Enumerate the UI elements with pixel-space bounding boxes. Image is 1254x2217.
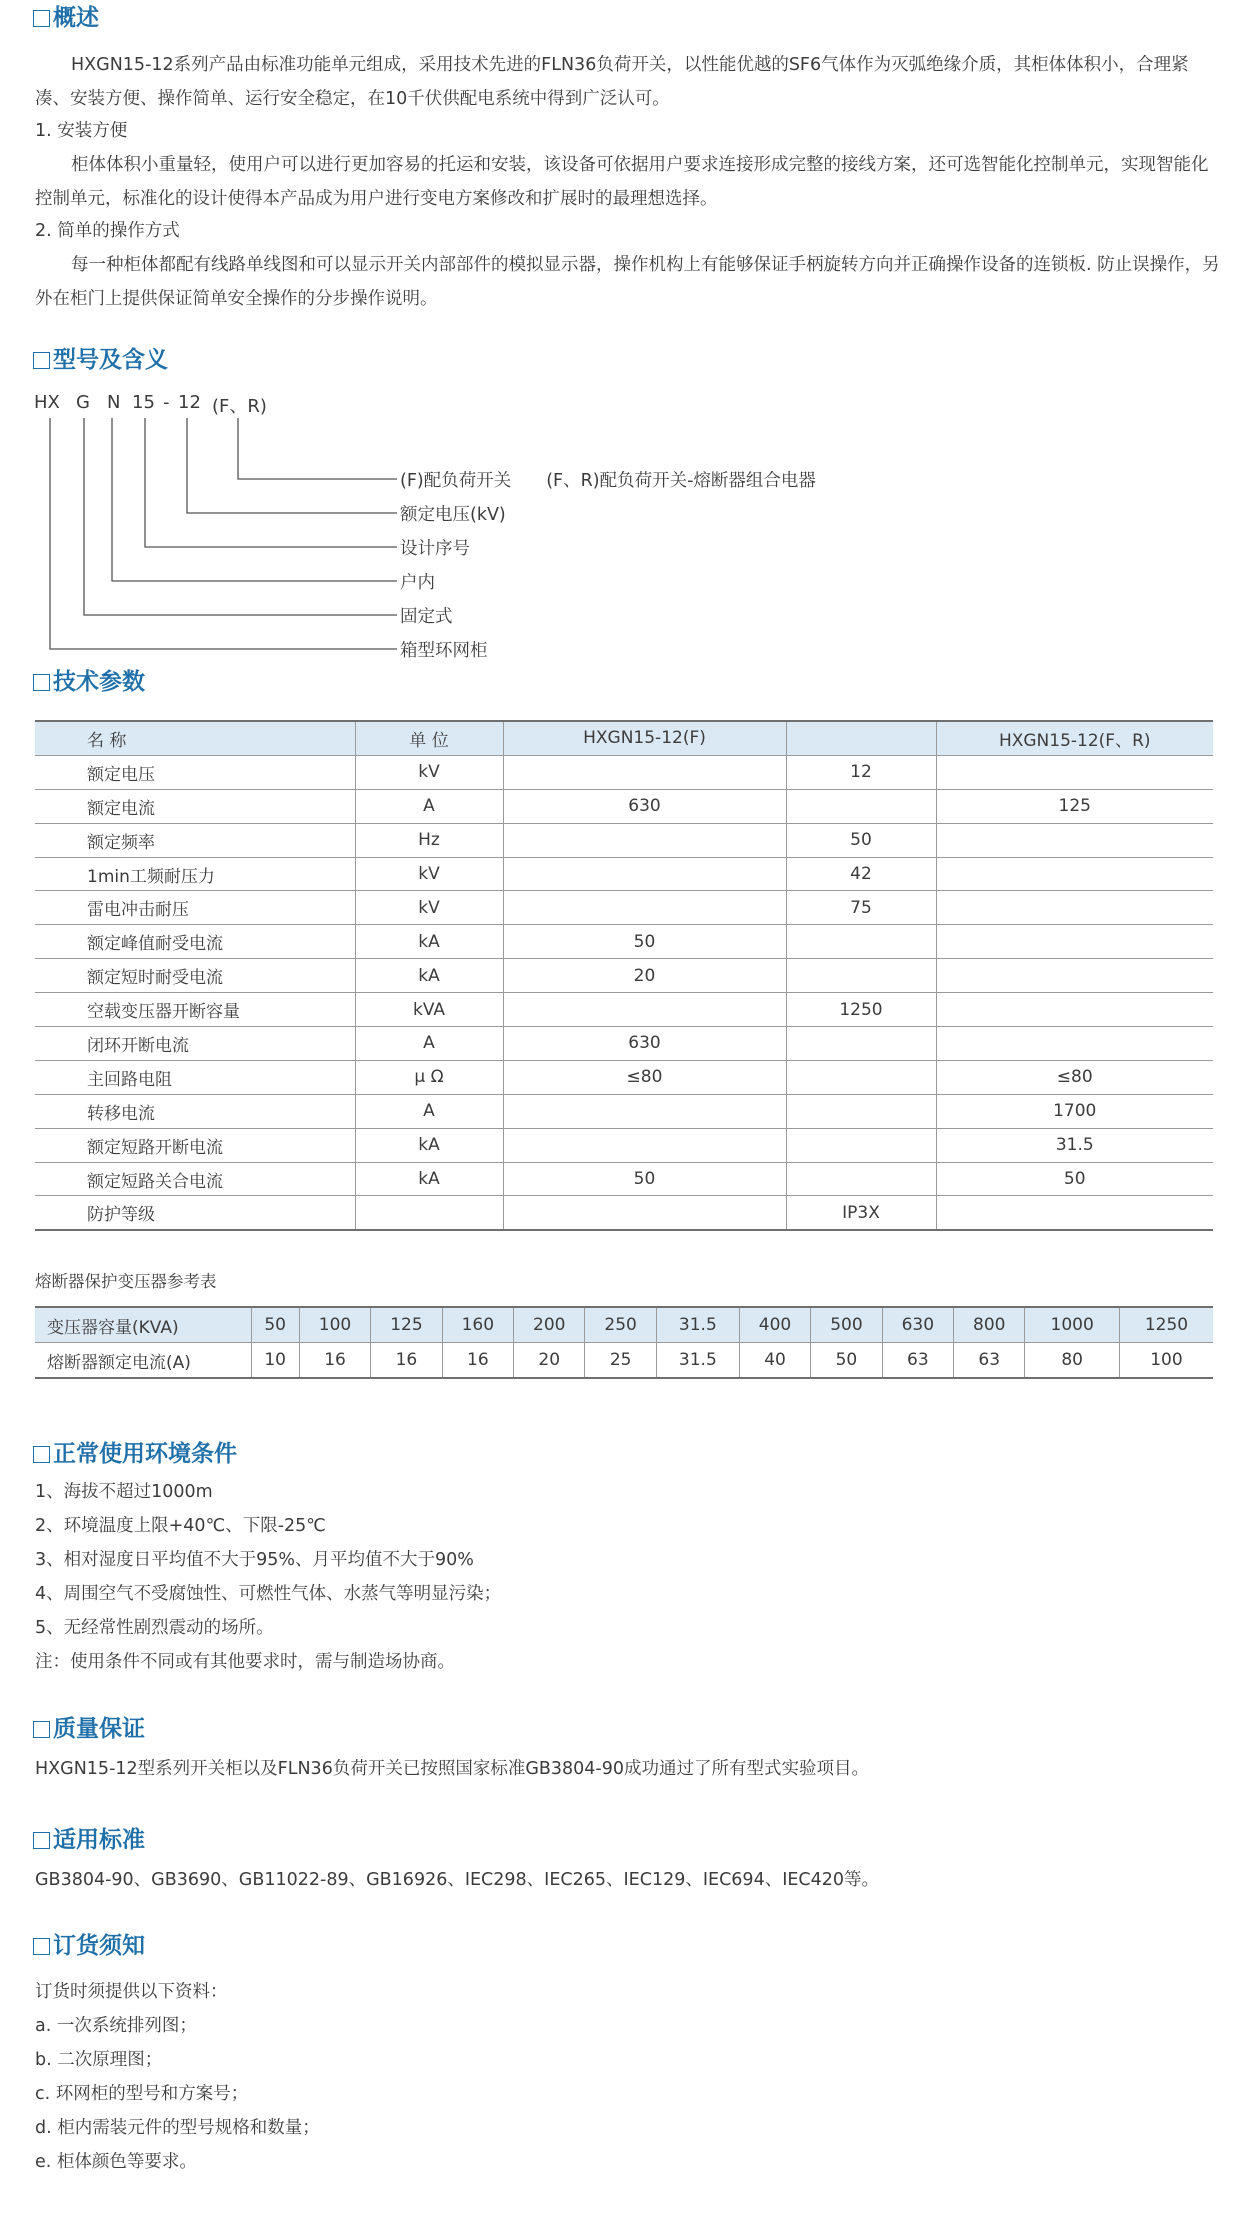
env-item: 3、相对湿度日平均值不大于95%、月平均值不大于90%: [35, 1550, 474, 1570]
table-cell: 转移电流: [35, 1094, 355, 1128]
table-cell: [936, 755, 1213, 789]
table-row: [35, 1343, 1213, 1379]
table-header-row: [35, 721, 1213, 755]
table-cell: [936, 857, 1213, 891]
table-cell: [503, 1196, 786, 1230]
table-cell: 额定短时耐受电流: [35, 959, 355, 993]
table-cell: [786, 1060, 936, 1094]
table-row: [35, 755, 1213, 789]
model-legend-item: 户内: [400, 573, 435, 593]
table-cell: [503, 857, 786, 891]
table-cell: A: [355, 789, 503, 823]
table-cell: 50: [811, 1343, 882, 1379]
model-legend-item: 设计序号: [400, 539, 470, 559]
order-item: d. 柜内需装元件的型号规格和数量；: [35, 2118, 320, 2138]
table-cell: 100: [299, 1307, 370, 1343]
order-item: c. 环网柜的型号和方案号；: [35, 2084, 249, 2104]
table-cell: 雷电冲击耐压: [35, 891, 355, 925]
table-cell: [786, 959, 936, 993]
table-cell: [503, 755, 786, 789]
table-cell: 50: [503, 925, 786, 959]
table-header-cell: [786, 721, 936, 755]
quality-text: HXGN15-12型系列开关柜以及FLN36负荷开关已按照国家标准GB3804-90成功通过了所有型式实验项目。: [35, 1759, 870, 1779]
table-row: [35, 1196, 1213, 1230]
model-code-part: 12: [178, 392, 201, 413]
overview-item2-text: 每一种柜体都配有线路单线图和可以显示开关内部部件的模拟显示器，操作机构上有能够保证手柄旋转方向并正确操作设备的连锁板. 防止误操作，另外在柜门上提供保证简单安全操作的分步操作说明。: [35, 255, 1220, 309]
table-cell: 20: [514, 1343, 585, 1379]
table-cell: ≤80: [503, 1060, 786, 1094]
table-row: [35, 823, 1213, 857]
order-intro: 订货时须提供以下资料：: [35, 1982, 228, 2002]
table-row: [35, 789, 1213, 823]
table-cell: 额定频率: [35, 823, 355, 857]
order-heading: 订货须知: [33, 1932, 145, 1960]
table-cell: 10: [251, 1343, 299, 1379]
table-cell: [786, 925, 936, 959]
model-code-part: -: [163, 392, 170, 413]
table-cell: ≤80: [936, 1060, 1213, 1094]
table-cell: kA: [355, 959, 503, 993]
table-cell: 16: [371, 1343, 442, 1379]
table-cell: 25: [585, 1343, 656, 1379]
table-cell: kA: [355, 925, 503, 959]
table-row: [35, 1027, 1213, 1061]
table-cell: 空载变压器开断容量: [35, 993, 355, 1027]
table-row: [35, 891, 1213, 925]
table-cell: 160: [442, 1307, 513, 1343]
table-cell: [786, 1094, 936, 1128]
table-cell: 20: [503, 959, 786, 993]
overview-heading: 概述: [33, 4, 99, 32]
checkbox-square-icon: [33, 1832, 50, 1849]
table-cell: [503, 993, 786, 1027]
table-cell: 63: [882, 1343, 953, 1379]
table-cell: 630: [503, 1027, 786, 1061]
model-code-part: 15: [132, 392, 155, 413]
table-cell: 31.5: [656, 1343, 739, 1379]
table-cell: 50: [251, 1307, 299, 1343]
table-row: [35, 1162, 1213, 1196]
model-code-part: (F、R): [212, 396, 267, 417]
table-cell: IP3X: [786, 1196, 936, 1230]
table-cell: kA: [355, 1128, 503, 1162]
table-cell: 50: [503, 1162, 786, 1196]
env-item: 5、无经常性剧烈震动的场所。: [35, 1618, 274, 1638]
env-note: 注：使用条件不同或有其他要求时，需与制造场协商。: [35, 1652, 455, 1672]
model-legend-item: 箱型环网柜: [400, 641, 488, 661]
table-cell: kA: [355, 1162, 503, 1196]
table-cell: kV: [355, 755, 503, 789]
table-cell: kVA: [355, 993, 503, 1027]
table-cell: μ Ω: [355, 1060, 503, 1094]
table-cell: 1min工频耐压力: [35, 857, 355, 891]
table-cell: 16: [299, 1343, 370, 1379]
model-code-part: N: [107, 392, 121, 413]
checkbox-square-icon: [33, 1938, 50, 1955]
table-row: [35, 925, 1213, 959]
table-cell: [503, 891, 786, 925]
table-cell: [936, 891, 1213, 925]
table-cell: 125: [371, 1307, 442, 1343]
model-code-part: HX: [34, 392, 60, 413]
table-cell: 主回路电阻: [35, 1060, 355, 1094]
table-cell: [936, 959, 1213, 993]
overview-item1-text: 柜体体积小重量轻，使用户可以进行更加容易的托运和安装，该设备可依据用户要求连接形成完整的接线方案，还可选智能化控制单元，实现智能化控制单元，标准化的设计使得本产品成为用户进行变电方案修改和扩展时的最理想选择。: [35, 155, 1209, 209]
tech-heading: 技术参数: [33, 668, 145, 696]
table-cell: 1000: [1025, 1307, 1120, 1343]
table-cell: 1250: [1119, 1307, 1213, 1343]
table-cell: 额定电流: [35, 789, 355, 823]
table-cell: [503, 1128, 786, 1162]
table-row-label: 熔断器额定电流(A): [35, 1343, 251, 1379]
table-cell: [786, 1162, 936, 1196]
standards-heading: 适用标准: [33, 1826, 145, 1854]
model-connector-lines: [0, 0, 1254, 700]
table-cell: 63: [954, 1343, 1025, 1379]
table-cell: 防护等级: [35, 1196, 355, 1230]
model-code-part: G: [76, 392, 90, 413]
table-cell: 75: [786, 891, 936, 925]
table-cell: 12: [786, 755, 936, 789]
env-item: 2、环境温度上限+40℃、下限-25℃: [35, 1516, 326, 1536]
table-row: [35, 1128, 1213, 1162]
table-cell: kV: [355, 891, 503, 925]
quality-heading: 质量保证: [33, 1715, 145, 1743]
table-cell: 630: [503, 789, 786, 823]
model-legend-item: (F)配负荷开关 (F、R)配负荷开关-熔断器组合电器: [400, 471, 816, 491]
table-cell: 额定短路开断电流: [35, 1128, 355, 1162]
table-cell: 31.5: [936, 1128, 1213, 1162]
table-cell: [936, 823, 1213, 857]
env-item: 1、海拔不超过1000m: [35, 1482, 213, 1502]
table-cell: [786, 1128, 936, 1162]
table-cell: 500: [811, 1307, 882, 1343]
overview-item2-title: 2. 简单的操作方式: [35, 221, 180, 241]
table-cell: 250: [585, 1307, 656, 1343]
table-cell: 额定峰值耐受电流: [35, 925, 355, 959]
checkbox-square-icon: [33, 1721, 50, 1738]
order-item: a. 一次系统排列图；: [35, 2016, 197, 2036]
table-cell: 额定电压: [35, 755, 355, 789]
table-row: [35, 857, 1213, 891]
table-cell: [355, 1196, 503, 1230]
model-heading: 型号及含义: [33, 346, 168, 374]
table-cell: 42: [786, 857, 936, 891]
env-heading: 正常使用环境条件: [33, 1440, 237, 1468]
model-legend-item: 额定电压(kV): [400, 505, 506, 525]
table-header-cell: 名 称: [35, 721, 355, 755]
model-legend-item: 固定式: [400, 607, 453, 627]
fuse-reference-table: [35, 1306, 1213, 1379]
table-cell: 630: [882, 1307, 953, 1343]
table-cell: 50: [786, 823, 936, 857]
fuse-table-title: 熔断器保护变压器参考表: [35, 1272, 217, 1291]
table-row: [35, 1060, 1213, 1094]
table-cell: Hz: [355, 823, 503, 857]
table-header-cell: 单 位: [355, 721, 503, 755]
order-item: e. 柜体颜色等要求。: [35, 2152, 197, 2172]
checkbox-square-icon: [33, 1446, 50, 1463]
table-cell: 1700: [936, 1094, 1213, 1128]
overview-item1-title: 1. 安装方便: [35, 121, 128, 141]
table-cell: 额定短路关合电流: [35, 1162, 355, 1196]
table-cell: [786, 1027, 936, 1061]
table-row: [35, 959, 1213, 993]
table-row-label: 变压器容量(KVA): [35, 1307, 251, 1343]
table-cell: 闭环开断电流: [35, 1027, 355, 1061]
table-cell: [936, 1196, 1213, 1230]
table-cell: A: [355, 1094, 503, 1128]
table-cell: 400: [739, 1307, 810, 1343]
table-cell: 80: [1025, 1343, 1120, 1379]
tech-params-table: [35, 720, 1213, 1231]
table-cell: [786, 789, 936, 823]
table-cell: 31.5: [656, 1307, 739, 1343]
standards-text: GB3804-90、GB3690、GB11022-89、GB16926、IEC298、IEC265、IEC129、IEC694、IEC420等。: [35, 1870, 880, 1890]
table-row: [35, 1094, 1213, 1128]
table-cell: A: [355, 1027, 503, 1061]
overview-intro: HXGN15-12系列产品由标准功能单元组成，采用技术先进的FLN36负荷开关，以性能优越的SF6气体作为灭弧绝缘介质，其柜体体积小，合理紧凑、安装方便、操作简单、运行安全稳定，在10千伏供配电系统中得到广泛认可。: [35, 55, 1189, 109]
table-cell: 16: [442, 1343, 513, 1379]
table-cell: 40: [739, 1343, 810, 1379]
order-item: b. 二次原理图；: [35, 2050, 163, 2070]
table-cell: 1250: [786, 993, 936, 1027]
table-cell: 50: [936, 1162, 1213, 1196]
table-cell: 125: [936, 789, 1213, 823]
table-cell: 800: [954, 1307, 1025, 1343]
checkbox-square-icon: [33, 674, 50, 691]
table-cell: [936, 1027, 1213, 1061]
table-row: [35, 993, 1213, 1027]
table-cell: [503, 1094, 786, 1128]
table-header-cell: HXGN15-12(F、R): [936, 721, 1213, 755]
table-cell: 200: [514, 1307, 585, 1343]
table-cell: [936, 993, 1213, 1027]
env-item: 4、周围空气不受腐蚀性、可燃性气体、水蒸气等明显污染；: [35, 1584, 502, 1604]
table-header-cell: HXGN15-12(F): [503, 721, 786, 755]
table-row: [35, 1307, 1213, 1343]
table-cell: [936, 925, 1213, 959]
table-cell: kV: [355, 857, 503, 891]
table-cell: [503, 823, 786, 857]
table-cell: 100: [1119, 1343, 1213, 1379]
